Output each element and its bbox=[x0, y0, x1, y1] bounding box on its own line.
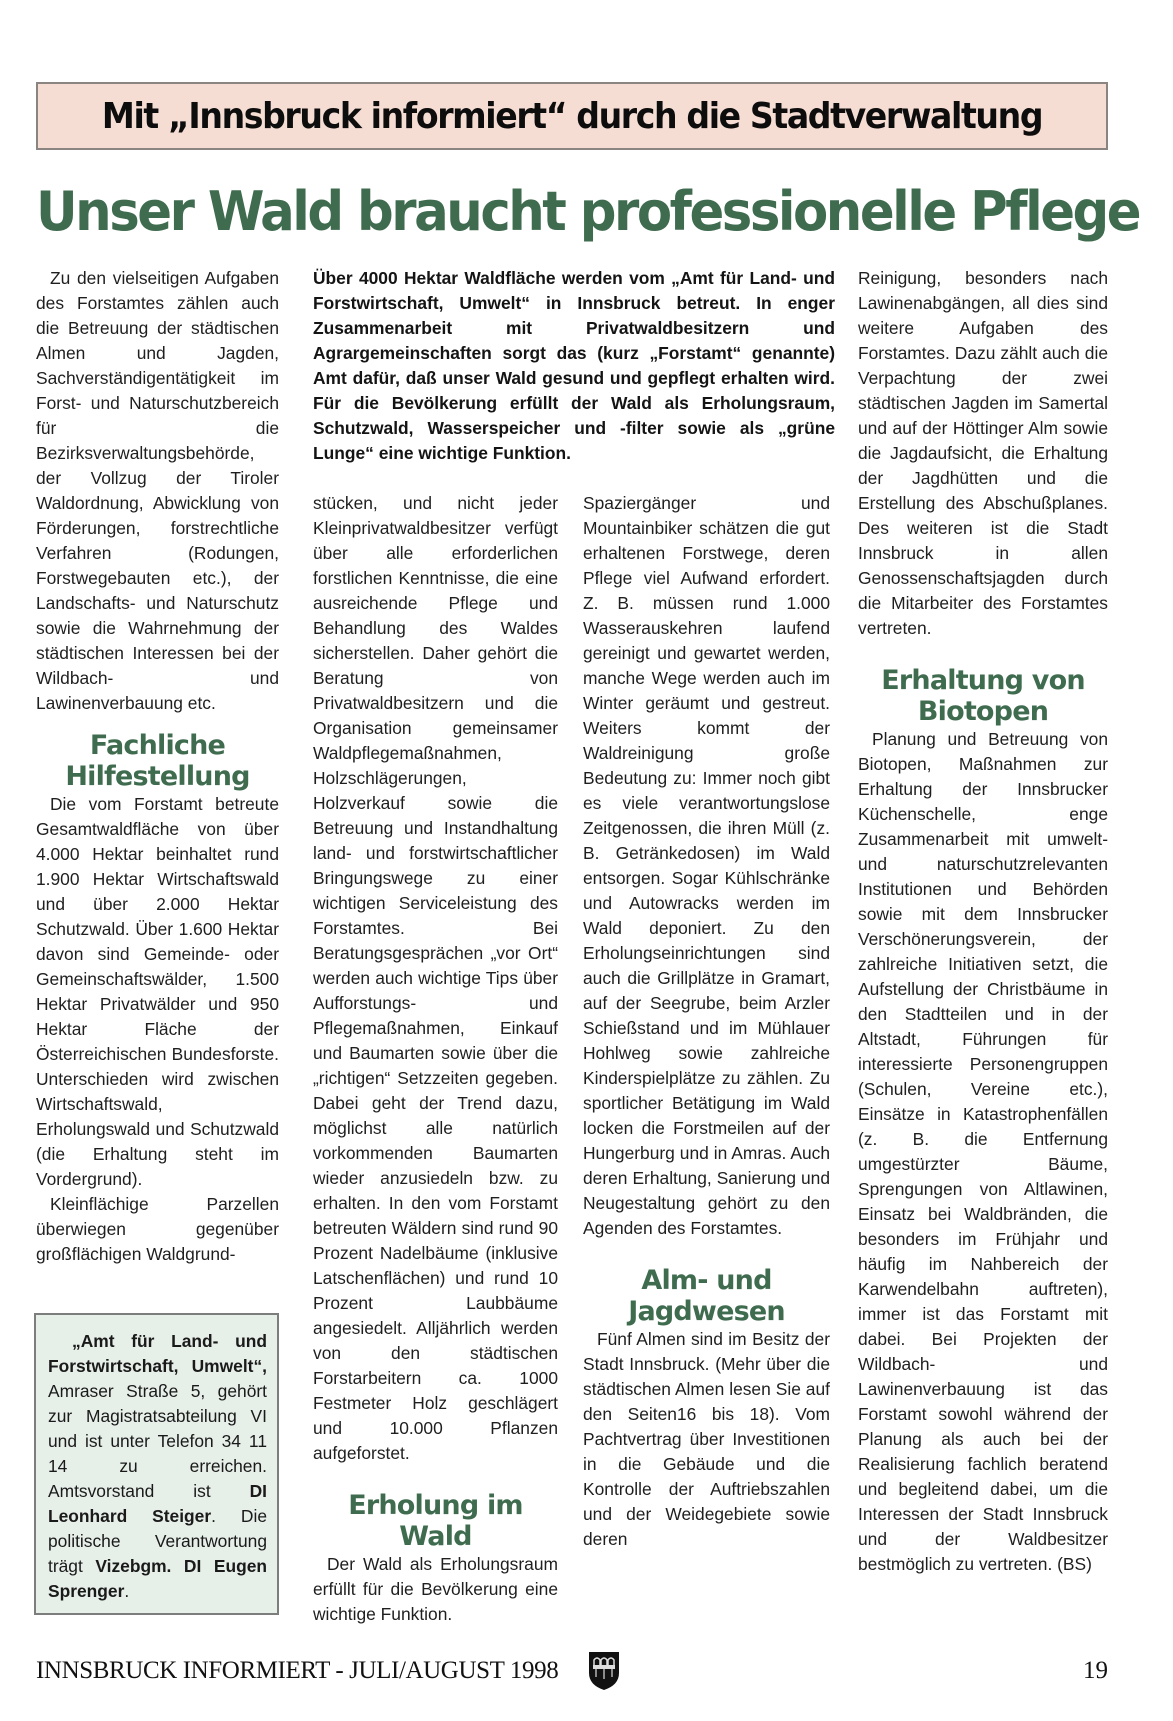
column-3 bbox=[583, 491, 830, 1552]
paragraph: Reinigung, besonders nach Lawinenabgängen, all dies sind weitere Aufgaben des Forstamtes. Dazu zählt auch die Verpachtung der zwei städtischen Jagden im Samertal und auf der Höttinger Alm sowie die Jagdaufsicht, die Erhaltung der Jagdhütten und die Erstellung des Abschußplanes. Des weiteren ist die Stadt Innsbruck in allen Genossenschaftsjagden durch die Mitarbeiter des Forstamtes vertreten. bbox=[858, 268, 1108, 638]
subhead-erhaltung-von-biotopen: Erhaltung von Biotopen bbox=[881, 665, 1085, 727]
responsible-politician: Vizebgm. DI Eugen Sprenger bbox=[48, 1556, 267, 1601]
publication-title: INNSBRUCK INFORMIERT - JULI/AUGUST 1998 bbox=[36, 1657, 559, 1684]
intro-paragraph: Zu den vielseitigen Aufgaben des Forstamtes zählen auch die Betreuung der städtischen Almen und Jagden, Sachverständigentätigkeit im Forst- und Naturschutzbereich für die Bezirksverwaltungsbehörde, der Vollzug der Tiroler Waldordnung, Abwicklung von Förderungen, forstrechtliche Verfahren (Rodungen, Forstwegebauten etc.), der Landschafts- und Naturschutz sowie die Wahrnehmung der städtischen Interessen bei der Wildbach- und Lawinenverbauung etc. bbox=[36, 268, 279, 713]
page-footer bbox=[36, 1653, 1108, 1693]
subhead-alm-und-jagdwesen: Alm- und Jagdwesen bbox=[628, 1265, 785, 1327]
contact-info-text: „Amt für Land- und Forstwirtschaft, Umwelt“, Amraser Straße 5, gehört zur Magistratsabteilung VI und ist unter Telefon 34 11 14 zu erreichen. Amtsvorstand ist DI Leonhard Steiger. Die politische Verantwortung trägt Vizebgm. DI Eugen Sprenger. bbox=[48, 1331, 267, 1601]
office-name: „Amt für Land- und Forstwirtschaft, Umwelt“, bbox=[48, 1331, 267, 1376]
innsbruck-coat-of-arms-icon bbox=[588, 1651, 620, 1691]
column-2 bbox=[313, 491, 558, 1627]
page-title: Unser Wald braucht professionelle Pflege bbox=[36, 180, 1140, 243]
page-number: 19 bbox=[1083, 1657, 1108, 1684]
paragraph: Der Wald als Erholungsraum erfüllt für die Bevölkerung eine wichtige Funktion. bbox=[313, 1554, 558, 1624]
section-kicker: Mit „Innsbruck informiert“ durch die Stadtverwaltung bbox=[101, 95, 1043, 137]
office-head: DI Leonhard Steiger bbox=[48, 1481, 267, 1526]
column-1 bbox=[36, 266, 279, 1267]
section-kicker-box bbox=[36, 82, 1108, 150]
lead-paragraph: Über 4000 Hektar Waldfläche werden vom „Amt für Land- und Forstwirtschaft, Umwelt“ in Innsbruck betreut. In enger Zusammenarbeit mit Privatwaldbesitzern und Agrargemeinschaften sorgt das (kurz „Forstamt“ genannte) Amt dafür, daß unser Wald gesund und gepflegt erhalten wird. Für die Bevölkerung erfüllt der Wald als Erholungsraum, Schutzwald, Wasserspeicher und -filter sowie als „grüne Lunge“ eine wichtige Funktion. bbox=[313, 268, 835, 463]
contact-info-box bbox=[34, 1313, 279, 1615]
paragraph: Kleinflächige Parzellen überwiegen gegenüber großflächigen Waldgrund- bbox=[36, 1194, 279, 1264]
paragraph: stücken, und nicht jeder Kleinprivatwaldbesitzer verfügt über alle erforderlichen forstlichen Kenntnisse, die eine ausreichende Pflege und Behandlung des Waldes sicherstellen. Daher gehört die Beratung von Privatwaldbesitzern und die Organisation gemeinsamer Waldpflegemaßnahmen, Holzschlägerungen, Holzverkauf sowie die Betreuung und Instandhaltung land- und forstwirtschaftlicher Bringungswege zu einer wichtigen Serviceleistung des Forstamtes. Bei Beratungsgesprächen „vor Ort“ werden auch wichtige Tips über Aufforstungs- und Pflegemaßnahmen, Einkauf und Baumarten sowie über die „richtigen“ Setzzeiten gegeben. Dabei geht der Trend dazu, möglichst alle natürlich vorkommenden Baumarten wieder anzusiedeln bzw. zu erhalten. In den vom Forstamt betreuten Wäldern sind rund 90 Prozent Nadelbäume (inklusive Latschenflächen) und rund 10 Prozent Laubbäume angesiedelt. Alljährlich werden von den städtischen Forstarbeitern ca. 1000 Festmeter Holz geschlägert und 10.000 Pflanzen aufgeforstet. bbox=[313, 493, 558, 1463]
paragraph: Spaziergänger und Mountainbiker schätzen die gut erhaltenen Forstwege, deren Pflege viel Aufwand erfordert. Z. B. müssen rund 1.000 Wasserauskehren laufend gereinigt und gewartet werden, manche Wege werden auch im Winter geräumt und gestreut. Weiters kommt der Waldreinigung große Bedeutung zu: Immer noch gibt es viele verantwortungslose Zeitgenossen, die ihren Müll (z. B. Getränkedosen) im Wald entsorgen. Sogar Kühlschränke und Autowracks werden im Wald deponiert. Zu den Erholungseinrichtungen sind auch die Grillplätze in Gramart, auf der Seegrube, beim Arzler Schießstand und im Mühlauer Hohlweg sowie zahlreiche Kinderspielplätze zu zählen. Zu sportlicher Betätigung im Wald locken die Forstmeilen auf der Hungerburg und in Amras. Auch deren Erhaltung, Sanierung und Neugestaltung gehört zu den Agenden des Forstamtes. bbox=[583, 493, 830, 1238]
paragraph: Fünf Almen sind im Besitz der Stadt Innsbruck. (Mehr über die städtischen Almen lesen Sie auf den Seiten16 bis 18). Vom Pachtvertrag über Investitionen in die Gebäude und die Kontrolle der Auftriebszahlen und der Weidegebiete sowie deren bbox=[583, 1329, 830, 1549]
paragraph: Die vom Forstamt betreute Gesamtwaldfläche von über 4.000 Hektar beinhaltet rund 1.900 Hektar Wirtschaftswald und über 2.000 Hektar Schutzwald. Über 1.600 Hektar davon sind Gemeinde- oder Gemeinschaftswälder, 1.500 Hektar Privatwälder und 950 Hektar Fläche der Österreichischen Bundesforste. Unterschieden wird zwischen Wirtschaftswald, Erholungswald und Schutzwald (die Erhaltung steht im Vordergrund). bbox=[36, 794, 279, 1189]
paragraph: Planung und Betreuung von Biotopen, Maßnahmen zur Erhaltung der Innsbrucker Küchenschelle, enge Zusammenarbeit mit umwelt- und naturschutzrelevanten Institutionen und Behörden sowie mit dem Innsbrucker Verschönerungsverein, der zahlreiche Initiativen setzt, die Aufstellung der Christbäume in den Stadtteilen und in der Altstadt, Führungen für interessierte Personengruppen (Schulen, Vereine etc.), Einsätze in Katastrophenfällen (z. B. die Entfernung umgestürzter Bäume, Sprengungen von Altlawinen, Einsatz bei Waldbränden, die besonders im Frühjahr und häufig im Nahbereich der Karwendelbahn auftreten), immer ist das Forstamt mit dabei. Bei Projekten der Wildbach- und Lawinenverbauung ist das Forstamt sowohl während der Planung als auch bei der Realisierung fachlich beratend und begleitend dabei, um die Interessen der Stadt Innsbruck und der Waldbesitzer bestmöglich zu vertreten. (BS) bbox=[858, 729, 1108, 1574]
subhead-fachliche-hilfestellung: Fachliche Hilfestellung bbox=[65, 730, 250, 792]
column-4 bbox=[858, 266, 1108, 1577]
subhead-erholung-im-wald: Erholung im Wald bbox=[348, 1490, 523, 1552]
